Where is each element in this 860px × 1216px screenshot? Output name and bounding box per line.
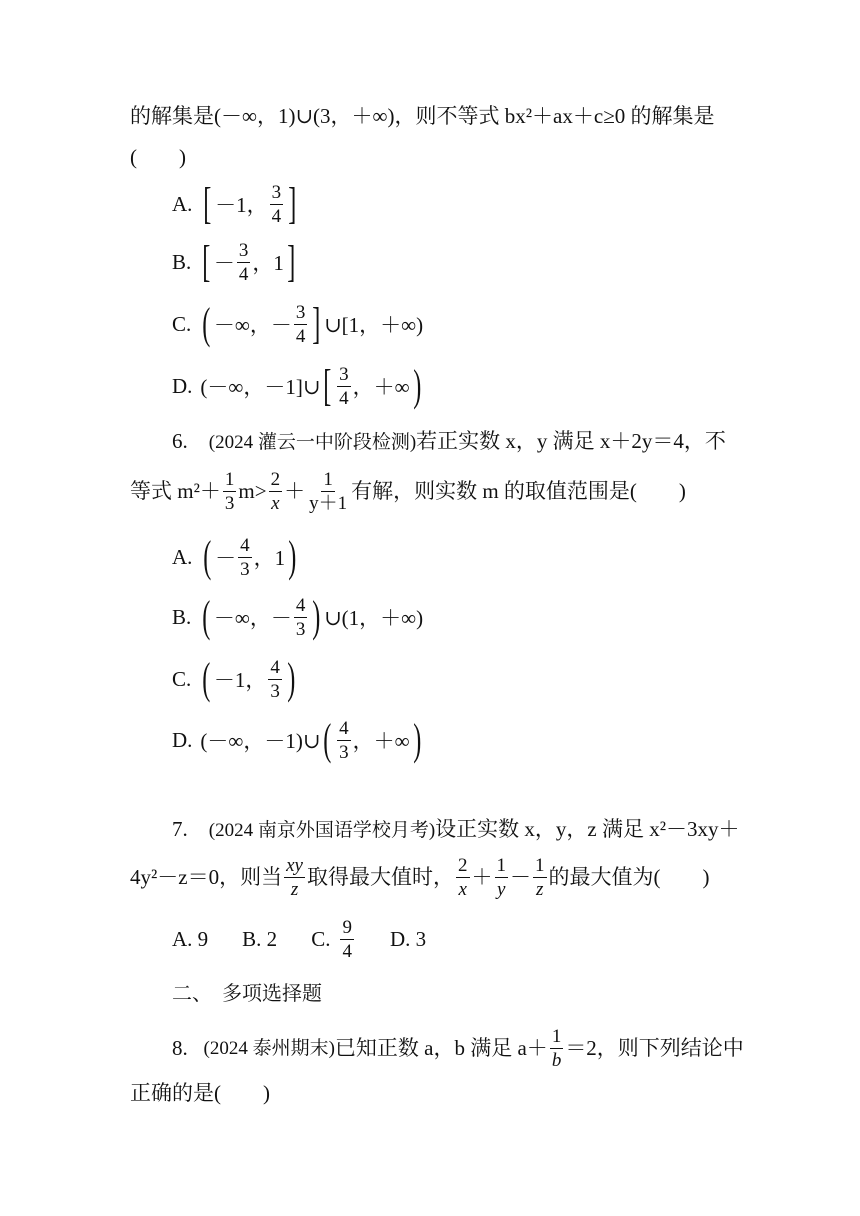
right-bracket: ]: [287, 237, 296, 286]
q7-options: [172, 918, 426, 961]
q7-stem-line2: 4y²－z＝0，则当 $\frac{xy}{z}$ 取得最大值时， $\frac{2}{x}$ ＋ $\frac{1}{y}$ － $\frac{1}{z}$ 的最大值为( ): [130, 855, 710, 900]
left-bracket: [: [202, 237, 211, 286]
q8-number: 8.: [172, 1036, 188, 1060]
q6-option-a[interactable]: A. ( － $\frac{4}{3}$ ，1 ): [172, 532, 297, 581]
q7-option-a[interactable]: A. 9: [172, 927, 209, 951]
right-paren: ): [412, 715, 421, 764]
q5-stem-line1: 的解集是(－∞，1)∪(3，＋∞)，则不等式 bx²＋ax＋c≥0 的解集是: [130, 104, 715, 128]
q7-source: (2024 南京外国语学校月考): [208, 820, 436, 841]
fraction: $\frac{4}{3}$: [240, 534, 250, 580]
q6-option-c[interactable]: C. ( －1， $\frac{4}{3}$ ): [172, 654, 296, 703]
right-bracket: ]: [288, 179, 297, 228]
left-paren: (: [202, 654, 211, 703]
fraction: $\frac{3}{4}$: [295, 301, 306, 347]
fraction: $\frac{1}{3}$: [224, 469, 235, 514]
left-paren: (: [203, 532, 212, 581]
q5-option-a[interactable]: A. [ －1， $\frac{3}{4}$ ]: [172, 179, 297, 228]
fraction: $\frac{4}{3}$: [270, 656, 280, 702]
q5-option-c[interactable]: C. ( －∞，－ $\frac{3}{4}$ ] ∪[1，＋∞): [172, 299, 424, 348]
q7-number: 7.: [172, 817, 188, 841]
q5-option-d[interactable]: D. (－∞，－1]∪ [ $\frac{3}{4}$ ，＋∞ ): [172, 361, 421, 410]
q8-source: (2024 泰州期末): [203, 1038, 335, 1059]
left-paren: (: [323, 715, 332, 764]
fraction: $\frac{2}{x}$: [270, 469, 281, 514]
fraction: $\frac{4}{3}$: [295, 594, 306, 640]
q5-stem-line2: ( ): [130, 145, 186, 169]
q6-option-b[interactable]: B. ( －∞，－ $\frac{4}{3}$ ) ∪(1，＋∞): [172, 592, 424, 641]
q7-option-d[interactable]: D. 3: [389, 927, 427, 951]
fraction: $\frac{3}{4}$: [271, 181, 282, 227]
right-paren: ): [288, 532, 297, 581]
q6-number: 6.: [172, 429, 188, 453]
fraction: $\frac{1}{y}$: [496, 855, 506, 900]
q8-stem-line1: 8. (2024 泰州期末) 已知正数 a，b 满足 a＋ $\frac{1}{b}$ ＝2，则下列结论中: [172, 1026, 744, 1071]
q5-option-b[interactable]: B. [ － $\frac{3}{4}$ ，1 ]: [172, 237, 296, 286]
left-paren: (: [202, 592, 211, 641]
fraction: $\frac{1}{y+1}$: [309, 469, 348, 514]
q6-source: (2024 灌云一中阶段检测): [208, 432, 417, 453]
q6-option-d[interactable]: D. (－∞，－1)∪ ( $\frac{4}{3}$ ，＋∞ ): [172, 715, 421, 764]
left-bracket: [: [203, 179, 212, 228]
right-paren: ): [412, 361, 421, 410]
fraction: $\frac{2}{x}$: [458, 855, 468, 900]
q7-stem-line1: 7. (2024 南京外国语学校月考)设正实数 x，y，z 满足 x²－3xy＋: [172, 817, 740, 841]
fraction: $\frac{1}{z}$: [535, 855, 545, 900]
fraction: $\frac{3}{4}$: [339, 363, 349, 409]
q7-option-c[interactable]: C. $\frac{9}{4}$: [311, 917, 352, 962]
left-bracket: [: [323, 361, 332, 410]
fraction: $\frac{xy}{z}$: [286, 855, 303, 900]
right-bracket: ]: [312, 299, 321, 348]
q8-stem-line2: 正确的是( ): [130, 1081, 270, 1105]
left-paren: (: [202, 299, 211, 348]
q7-option-b[interactable]: B. 2: [242, 927, 278, 951]
fraction: $\frac{9}{4}$: [342, 917, 352, 962]
right-paren: ): [312, 592, 321, 641]
right-paren: ): [287, 654, 296, 703]
q6-stem-line2: 等式 m²＋ $\frac{1}{3}$ m> $\frac{2}{x}$ ＋ $\frac{1}{y+1}$ 有解，则实数 m 的取值范围是( ): [130, 469, 686, 514]
fraction: $\frac{4}{3}$: [339, 717, 349, 763]
fraction: $\frac{3}{4}$: [238, 239, 249, 285]
fraction: $\frac{1}{b}$: [551, 1026, 562, 1071]
section-heading: 二、 多项选择题: [172, 981, 322, 1005]
q6-stem-line1: 6. (2024 灌云一中阶段检测)若正实数 x，y 满足 x＋2y＝4，不: [172, 429, 726, 453]
